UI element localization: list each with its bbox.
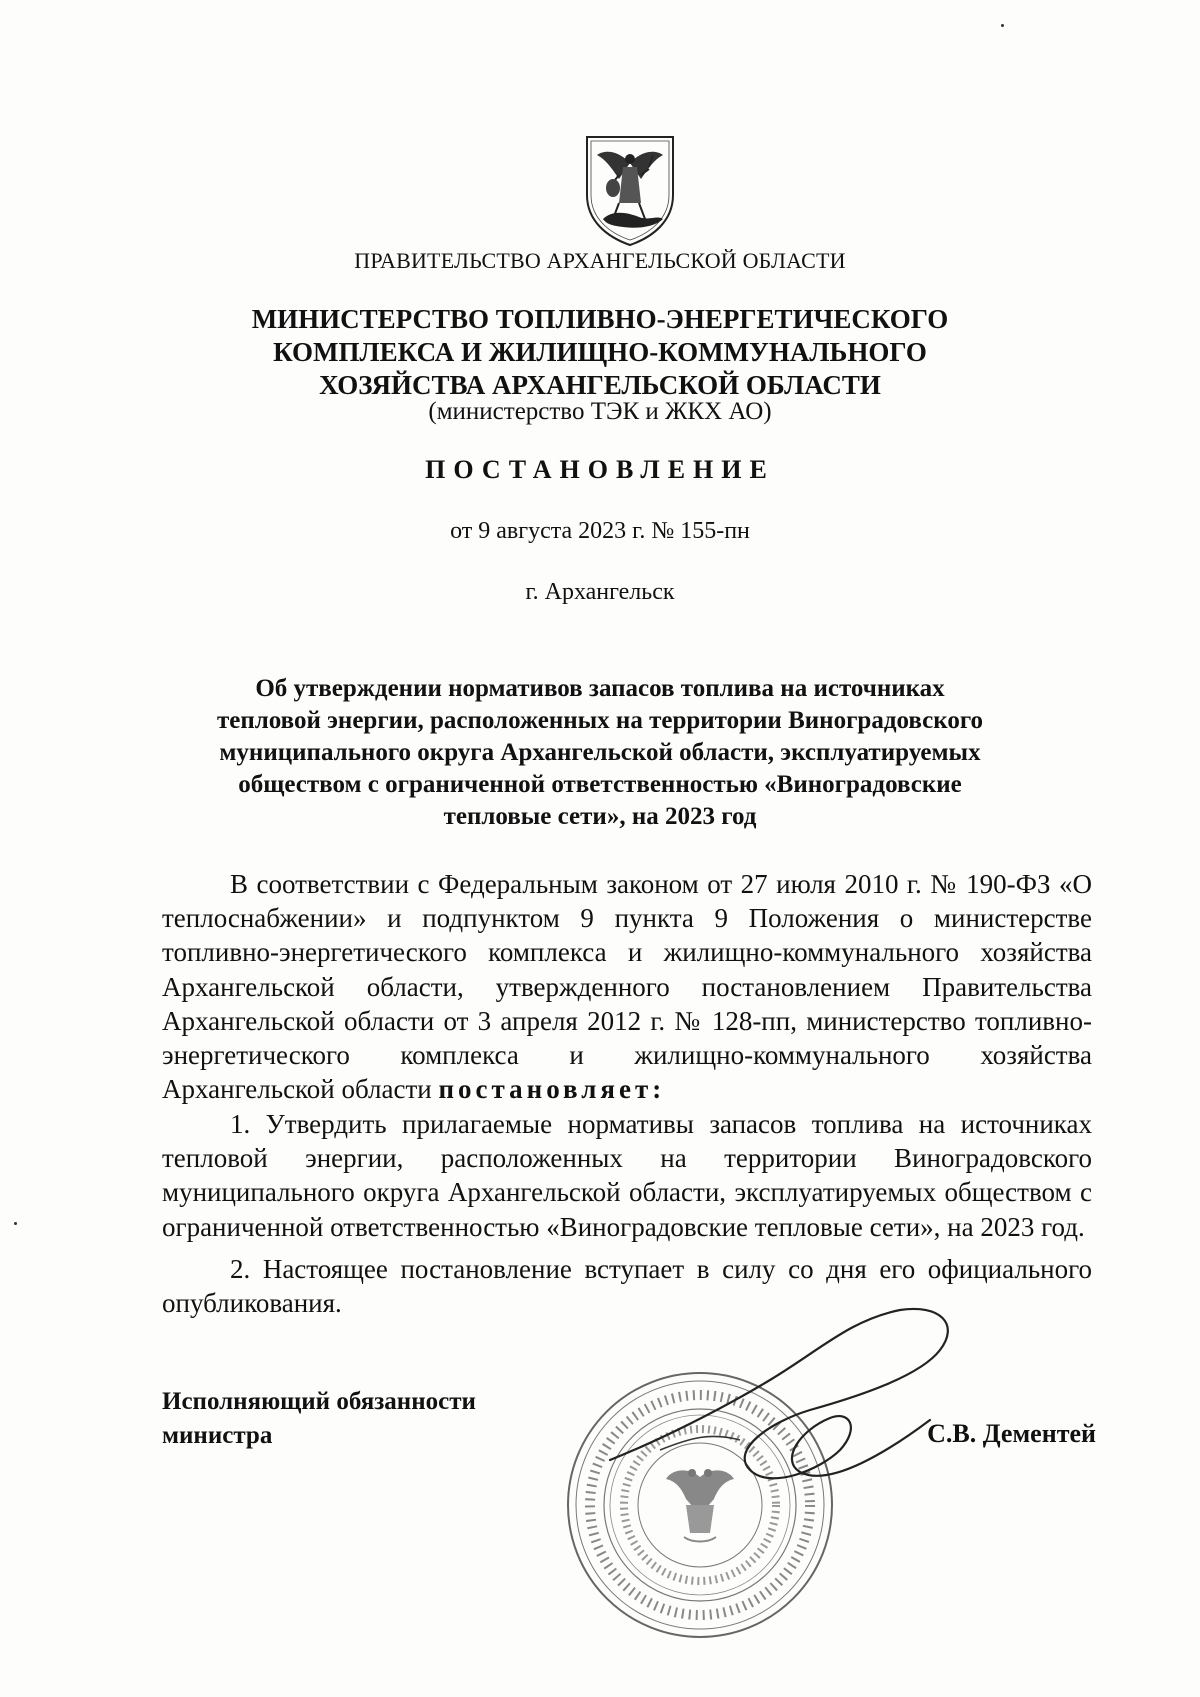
- subject-line: обществом с ограниченной ответственностью «Виноградовские: [238, 771, 962, 798]
- signer-position: [162, 1385, 476, 1453]
- signer-name: С.В. Дементей: [927, 1419, 1096, 1448]
- scan-speck: [14, 1222, 17, 1225]
- preamble-text: В соответствии с Федеральным законом от 27 июля 2010 г. № 190-ФЗ «О теплоснабжении» и подпунктом 9 пункта 9 Положения о министерстве топливно-энергетического комплекса и жилищно-коммунального хозяйства Архангельской области, утвержденного постановлением Правительства Архангельской области от 3 апреля 2012 г. № 128-пп, министерство топливно-энергетического комплекса и жилищно-коммунального хозяйства Архангельской области: [162, 869, 1092, 1105]
- ministry-name-line: КОМПЛЕКСА И ЖИЛИЩНО-КОММУНАЛЬНОГО: [273, 337, 927, 367]
- subject-line: тепловой энергии, расположенных на территории Виноградовского: [216, 707, 984, 734]
- ministry-abbreviation: (министерство ТЭК и ЖКХ АО): [428, 398, 772, 425]
- signer-position-line: министра: [162, 1422, 273, 1449]
- ministry-name: [0, 303, 1200, 402]
- subject-line: тепловые сети», на 2023 год: [443, 803, 757, 830]
- subject-line: Об утверждении нормативов запасов топлива на источниках: [255, 675, 945, 702]
- decree-word: постановляет:: [438, 1074, 666, 1105]
- arkhangelsk-coat-of-arms-icon: [583, 133, 677, 247]
- document-date-number: от 9 августа 2023 г. № 155-пн: [450, 518, 750, 544]
- item-2-text: 2. Настоящее постановление вступает в силу со дня его официального опубликования.: [162, 1254, 1092, 1319]
- signer-position-line: Исполняющий обязанности: [162, 1388, 476, 1415]
- ministry-name-line: МИНИСТЕРСТВО ТОПЛИВНО-ЭНЕРГЕТИЧЕСКОГО: [251, 304, 949, 334]
- ministry-name-line: ХОЗЯЙСТВА АРХАНГЕЛЬСКОЙ ОБЛАСТИ: [319, 370, 881, 400]
- subject-line: муниципального округа Архангельской области, эксплуатируемых: [219, 739, 981, 766]
- document-city: г. Архангельск: [525, 579, 675, 605]
- scan-speck: [1001, 24, 1004, 27]
- preamble-paragraph: [162, 867, 1092, 1106]
- item-1-paragraph: [162, 1107, 1092, 1244]
- document-subject: [180, 673, 1020, 833]
- government-name: ПРАВИТЕЛЬСТВО АРХАНГЕЛЬСКОЙ ОБЛАСТИ: [354, 248, 846, 273]
- item-1-text: 1. Утвердить прилагаемые нормативы запасов топлива на источниках тепловой энергии, расположенных на территории Виноградовского муниципального округа Архангельской области, эксплуатируемых обществом с ограниченной ответственностью «Виноградовские тепловые сети», на 2023 год.: [162, 1109, 1092, 1242]
- document-kind: ПОСТАНОВЛЕНИЕ: [425, 455, 775, 484]
- handwritten-signature-icon: [600, 1300, 980, 1500]
